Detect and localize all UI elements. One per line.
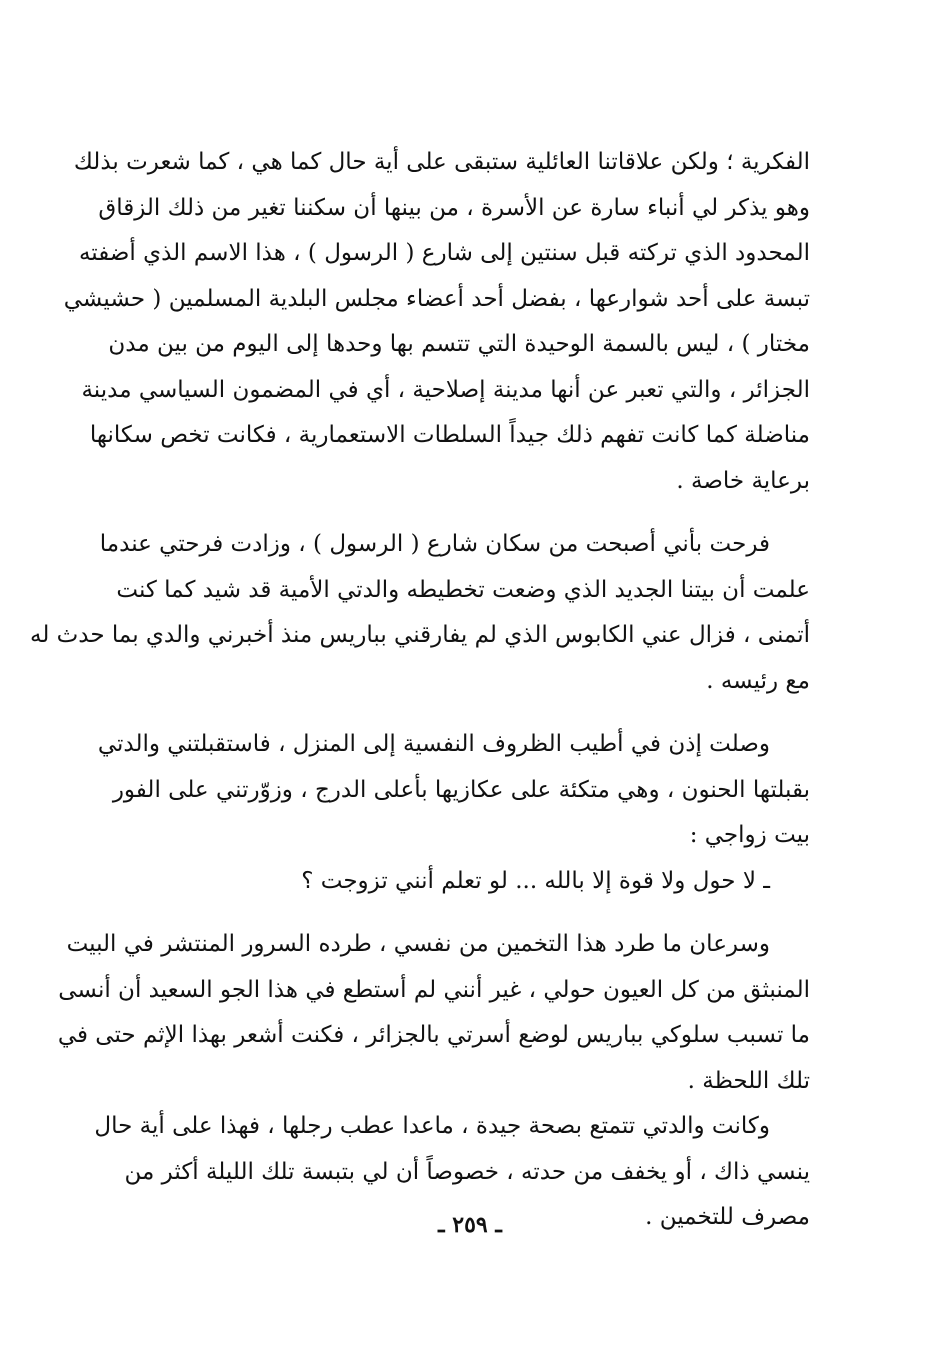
text-line: مناضلة كما كانت تفهم ذلك جيداً السلطات الاستعمارية ، فكانت تخص سكانها bbox=[89, 422, 810, 448]
dialogue-paragraph bbox=[130, 859, 810, 905]
text-line: برعاية خاصة . bbox=[676, 467, 810, 494]
text-line: المنبثق من كل العيون حولي ، غير أنني لم أستطع في هذا الجو السعيد أن أنسى bbox=[58, 976, 810, 1003]
paragraph bbox=[57, 922, 810, 1104]
body-text bbox=[29, 140, 810, 1241]
text-line: الجزائر ، والتي تعبر عن أنها مدينة إصلاحية ، أي في المضمون السياسي مدينة bbox=[81, 376, 810, 403]
text-line: تلك اللحظة . bbox=[687, 1067, 810, 1094]
paragraph bbox=[63, 140, 810, 504]
text-line: وسرعان ما طرد هذا التخمين من نفسي ، طرده السرور المنتشر في البيت bbox=[66, 931, 770, 957]
paragraph bbox=[97, 722, 810, 859]
text-line: المحدود الذي تركته قبل سنتين إلى شارع ( الرسول ) ، هذا الاسم الذي أضفته bbox=[78, 240, 810, 266]
text-line: بيت زواجي : bbox=[689, 822, 810, 848]
text-line: الفكرية ؛ ولكن علاقاتنا العائلية ستبقى على أية حال كما هي ، كما شعرت بذلك bbox=[73, 149, 810, 175]
text-line: أتمنى ، فزال عني الكابوس الذي لم يفارقني بباريس منذ أخبرني والدي بما حدث له bbox=[29, 622, 810, 648]
text-line: مع رئيسه . bbox=[706, 667, 810, 694]
dialogue-line: ـ لا حول ولا قوة إلا بالله ... لو تعلم أنني تزوجت ؟ bbox=[301, 867, 770, 894]
text-line: ما تسبب سلوكي بباريس لوضع أسرتي بالجزائر ، فكنت أشعر بهذا الإثم حتى في bbox=[57, 1022, 810, 1048]
text-line: مصرف للتخمين . bbox=[645, 1204, 810, 1230]
text-line: وكانت والدتي تتمتع بصحة جيدة ، ماعدا عطب رجلها ، فهذا على أية حال bbox=[94, 1113, 770, 1139]
text-line: علمت أن بيتنا الجديد الذي وضعت تخطيطه والدتي الأمية قد شيد كما كنت bbox=[116, 576, 810, 603]
paragraph bbox=[29, 522, 810, 704]
text-line: مختار ) ، ليس بالسمة الوحيدة التي تتسم بها وحدها إلى اليوم من بين مدن bbox=[108, 331, 810, 357]
text-line: فرحت بأني أصبحت من سكان شارع ( الرسول ) ، وزادت فرحتي عندما bbox=[99, 531, 770, 557]
paragraph-gap bbox=[130, 504, 810, 522]
text-line: بقبلتها الحنون ، وهي متكئة على عكازيها بأعلى الدرج ، وزوّرتني على الفور bbox=[112, 776, 810, 803]
text-line: وهو يذكر لي أنباء سارة عن الأسرة ، من بينها أن سكننا تغير من ذلك الزقاق bbox=[98, 194, 810, 221]
paragraph-gap bbox=[130, 904, 810, 922]
text-line: وصلت إذن في أطيب الظروف النفسية إلى المنزل ، فاستقبلتني والدتي bbox=[97, 731, 770, 757]
text-line: ينسي ذاك ، أو يخفف من حدته ، خصوصاً أن لي بتبسة تلك الليلة أكثر من bbox=[124, 1158, 810, 1185]
paragraph-gap bbox=[130, 704, 810, 722]
page-number: ـ ٢٥٩ ـ bbox=[438, 1212, 502, 1238]
text-line: تبسة على أحد شوارعها ، بفضل أحد أعضاء مجلس البلدية المسلمين ( حشيشي bbox=[63, 285, 810, 312]
